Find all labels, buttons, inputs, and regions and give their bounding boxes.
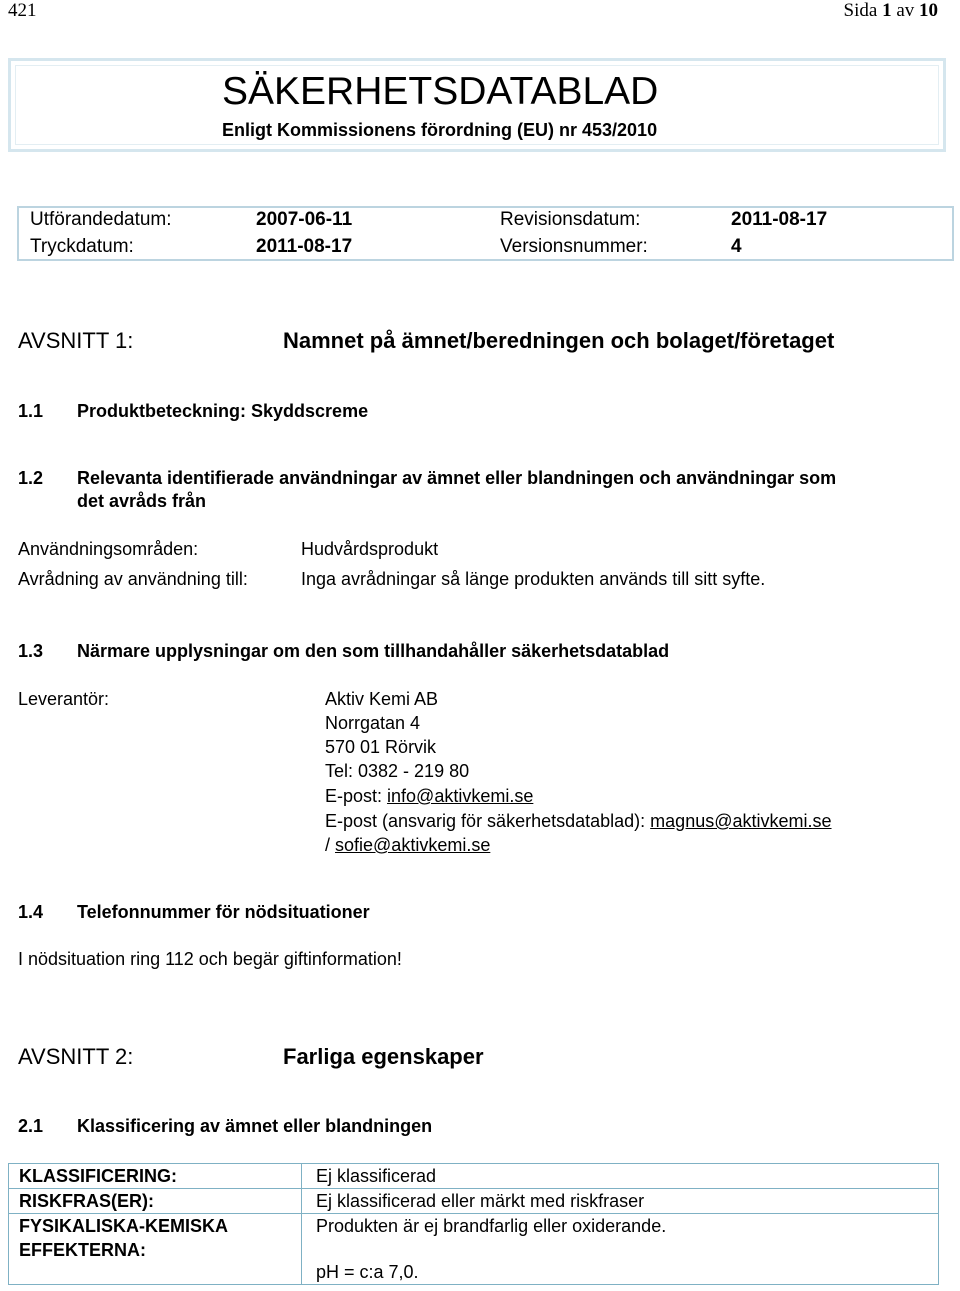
supplier-email-line <box>325 786 533 807</box>
risk-label: RISKFRAS(ER): <box>9 1189 302 1214</box>
version-value: 4 <box>731 236 742 257</box>
s11-text: Produktbeteckning: Skyddscreme <box>77 401 369 421</box>
email2-link[interactable]: magnus@aktivkemi.se <box>650 811 832 831</box>
exec-date-label: Utförandedatum: <box>30 209 172 230</box>
s13-number: 1.3 <box>18 641 44 661</box>
table-row <box>9 1214 939 1285</box>
table-row <box>9 1164 939 1189</box>
supplier-tel: Tel: 0382 - 219 80 <box>325 761 470 781</box>
supplier-email2-line <box>325 811 832 832</box>
email-link[interactable]: info@aktivkemi.se <box>387 786 534 806</box>
phys-value: Produkten är ej brandfarlig eller oxiderande. <box>316 1216 667 1236</box>
email2-prefix: E-post (ansvarig för säkerhetsdatablad): <box>325 811 651 831</box>
section1-label: AVSNITT 1: <box>18 328 134 353</box>
document-title: SÄKERHETSDATABLAD <box>222 70 659 113</box>
supplier-name: Aktiv Kemi AB <box>325 689 439 709</box>
email3-link[interactable]: sofie@aktivkemi.se <box>335 835 491 855</box>
email3-prefix: / <box>325 835 336 855</box>
print-date-label: Tryckdatum: <box>30 236 134 257</box>
page-of-word: av <box>896 0 915 21</box>
document-subtitle: Enligt Kommissionens förordning (EU) nr 453/2010 <box>222 120 658 140</box>
risk-value: Ej klassificerad eller märkt med riskfraser <box>302 1189 939 1214</box>
phys-label <box>9 1214 302 1285</box>
table-row <box>9 1189 939 1214</box>
phys-value-cell <box>302 1214 939 1285</box>
page-indicator <box>844 0 938 22</box>
use-label: Användningsområden: <box>18 539 199 559</box>
s14-text: Telefonnummer för nödsituationer <box>77 902 370 922</box>
supplier-label: Leverantör: <box>18 689 110 709</box>
use-value: Hudvårdsprodukt <box>301 539 439 559</box>
class-value: Ej klassificerad <box>302 1164 939 1189</box>
page-of-prefix: Sida <box>843 0 878 21</box>
ph-value: pH = c:a 7,0. <box>316 1262 419 1282</box>
page-current: 1 <box>882 0 892 21</box>
revision-date-label: Revisionsdatum: <box>500 209 641 230</box>
s11-number: 1.1 <box>18 401 44 421</box>
revision-date-value: 2011-08-17 <box>731 209 828 230</box>
s12-line2: det avråds från <box>77 491 207 511</box>
print-date-value: 2011-08-17 <box>256 236 353 257</box>
advise-value: Inga avrådningar så länge produkten används till sitt syfte. <box>301 569 766 589</box>
s13-text: Närmare upplysningar om den som tillhandahåller säkerhetsdatablad <box>77 641 670 661</box>
s12-line1: Relevanta identifierade användningar av ämnet eller blandningen och användningar som <box>77 468 837 488</box>
emergency-text: I nödsituation ring 112 och begär giftinformation! <box>18 949 402 969</box>
section2-title: Farliga egenskaper <box>283 1044 484 1069</box>
supplier-city: 570 01 Rörvik <box>325 737 437 757</box>
s21-text: Klassificering av ämnet eller blandningen <box>77 1116 433 1136</box>
s12-number: 1.2 <box>18 468 44 488</box>
class-label: KLASSIFICERING: <box>9 1164 302 1189</box>
phys-label-line1: FYSIKALISKA-KEMISKA <box>19 1216 229 1236</box>
page-number: 421 <box>8 0 37 21</box>
classification-table <box>8 1163 939 1285</box>
version-label: Versionsnummer: <box>500 236 648 257</box>
phys-label-line2: EFFEKTERNA: <box>19 1240 146 1260</box>
s21-number: 2.1 <box>18 1116 44 1136</box>
supplier-street: Norrgatan 4 <box>325 713 421 733</box>
email-prefix: E-post: <box>325 786 388 806</box>
advise-label: Avrådning av användning till: <box>18 569 248 589</box>
page-total: 10 <box>919 0 938 21</box>
section2-label: AVSNITT 2: <box>18 1044 134 1069</box>
s14-number: 1.4 <box>18 902 44 922</box>
exec-date-value: 2007-06-11 <box>256 209 353 230</box>
section1-title: Namnet på ämnet/beredningen och bolaget/företaget <box>283 328 835 353</box>
supplier-email3-line <box>325 835 490 856</box>
